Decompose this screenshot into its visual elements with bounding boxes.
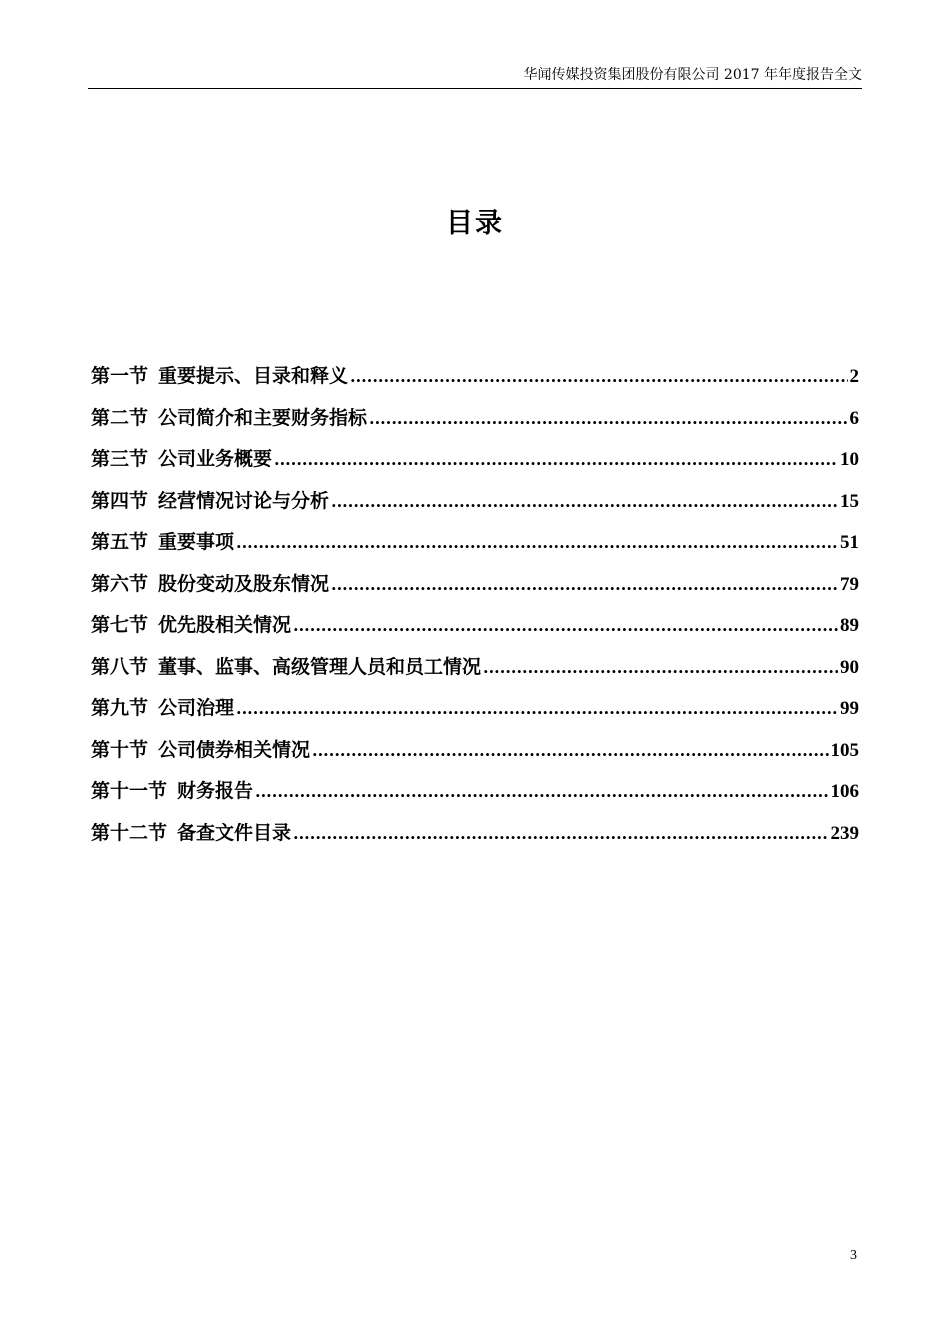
- toc-dot-leader: [350, 367, 847, 386]
- toc-dot-leader: [255, 782, 828, 801]
- toc-section-number: 第一节: [91, 365, 149, 387]
- toc-section-title: 经营情况讨论与分析: [158, 489, 330, 512]
- toc-section-title: 公司治理: [158, 697, 235, 719]
- page-title: 目录: [446, 208, 504, 239]
- toc-entry[interactable]: [91, 693, 859, 735]
- toc-entry[interactable]: [91, 610, 859, 652]
- toc-dot-leader: [293, 824, 828, 843]
- toc-page-number: 15: [840, 490, 859, 512]
- toc-page-number: 239: [830, 822, 859, 844]
- toc-section-number: 第五节: [91, 531, 149, 553]
- toc-page-number: 105: [830, 739, 859, 761]
- toc-section-title: 重要事项: [158, 531, 235, 553]
- toc-page-number: 79: [840, 573, 859, 595]
- toc-entry[interactable]: [91, 403, 859, 445]
- toc-section-number: 第十节: [91, 738, 149, 761]
- toc-page-number: 89: [840, 615, 859, 636]
- toc-entry[interactable]: [91, 486, 859, 528]
- toc-section-title: 股份变动及股东情况: [158, 572, 330, 595]
- toc-section-title: 备查文件目录: [177, 821, 292, 844]
- toc-section-title: 公司简介和主要财务指标: [158, 406, 368, 429]
- toc-dot-leader: [236, 699, 838, 718]
- toc-page-number: 51: [840, 532, 859, 553]
- table-of-contents: [91, 361, 859, 859]
- toc-section-title: 优先股相关情况: [158, 614, 292, 636]
- toc-section-title: 董事、监事、高级管理人员和员工情况: [158, 655, 482, 678]
- toc-page-number: 6: [849, 407, 859, 429]
- toc-entry[interactable]: [91, 569, 859, 611]
- toc-entry[interactable]: [91, 818, 859, 860]
- toc-entry[interactable]: [91, 735, 859, 777]
- toc-page-number: 10: [840, 449, 859, 470]
- toc-dot-leader: [331, 492, 838, 511]
- toc-section-number: 第十一节: [91, 780, 168, 802]
- toc-entry[interactable]: [91, 361, 859, 403]
- toc-dot-leader: [369, 409, 847, 428]
- running-header: 华闻传媒投资集团股份有限公司 2017 年年度报告全文: [523, 67, 862, 83]
- toc-page-number: 106: [830, 781, 859, 802]
- toc-dot-leader: [293, 616, 838, 635]
- footer-page-number: 3: [850, 1248, 857, 1263]
- toc-section-number: 第六节: [91, 572, 149, 595]
- toc-section-number: 第四节: [91, 489, 149, 512]
- toc-section-number: 第九节: [91, 697, 149, 719]
- toc-section-number: 第十二节: [91, 821, 168, 844]
- toc-section-number: 第八节: [91, 655, 149, 678]
- toc-dot-leader: [483, 658, 838, 677]
- toc-section-title: 财务报告: [177, 780, 254, 802]
- toc-section-title: 重要提示、目录和释义: [158, 365, 349, 387]
- toc-dot-leader: [274, 450, 838, 469]
- toc-entry[interactable]: [91, 776, 859, 818]
- toc-entry[interactable]: [91, 652, 859, 694]
- toc-section-number: 第三节: [91, 448, 149, 470]
- toc-section-number: 第七节: [91, 614, 149, 636]
- toc-dot-leader: [312, 741, 828, 760]
- toc-page-number: 2: [849, 366, 859, 387]
- toc-page-number: 90: [840, 656, 859, 678]
- toc-entry[interactable]: [91, 527, 859, 569]
- toc-dot-leader: [236, 533, 838, 552]
- header-rule: [88, 88, 862, 89]
- toc-section-number: 第二节: [91, 406, 149, 429]
- toc-entry[interactable]: [91, 444, 859, 486]
- toc-dot-leader: [331, 575, 838, 594]
- toc-section-title: 公司债券相关情况: [158, 738, 311, 761]
- toc-section-title: 公司业务概要: [158, 448, 273, 470]
- toc-page-number: 99: [840, 698, 859, 719]
